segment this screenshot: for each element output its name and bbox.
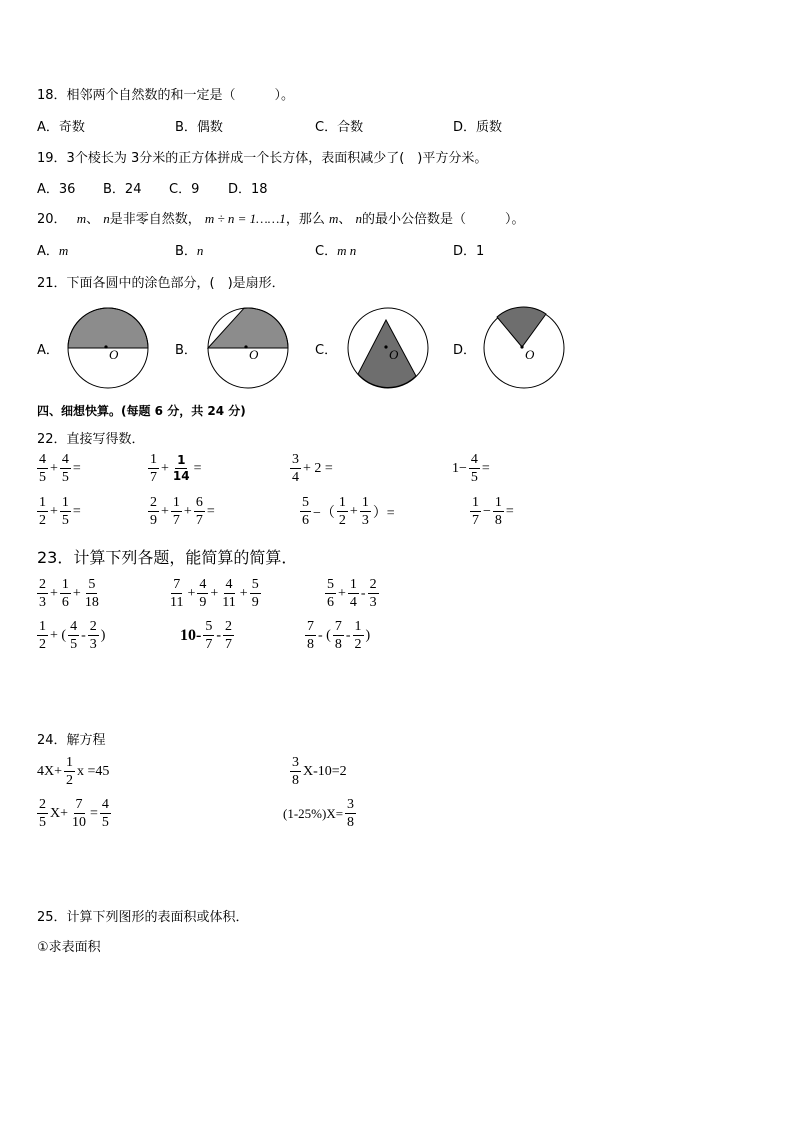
fraction [60,452,71,486]
text-q23-e1-3: 6 [61,595,69,611]
text-q23-plus: + [50,585,58,601]
fraction [333,619,344,653]
text-q22-row1-b-n1: 1 [148,452,159,469]
text-q23-e5-3: 7 [225,637,232,653]
text-q23-minus: - [360,585,366,601]
fraction [300,495,311,529]
q21-center-d: O [525,347,535,362]
text-q24-eq3-d2: 10 [72,815,87,831]
text-q23-e6-3: 8 [334,637,342,653]
text-q24-eq2-tail: X-10=2 [303,763,347,779]
q20-text3: 的最小公倍数是（ ）。 [362,212,525,227]
fraction [345,797,356,831]
text-q22-row2-a-n2: 1 [60,495,71,512]
text-q22-row2-c-d1: 6 [302,513,309,529]
q23-e3 [325,577,379,611]
text-q22-row1-a-n1: 4 [37,452,48,469]
q20-option-a-label: A． [37,244,59,259]
q19-option-b: B．24 [103,182,142,197]
fraction [194,495,205,529]
q20-sep: 、 [86,212,100,227]
text-q22-op-eq: = [193,460,202,476]
text-q23-e4-3: 5 [70,637,78,653]
q24-eq1 [37,755,109,789]
q21-label-b: B． [175,343,197,358]
q21-circle-d [482,306,566,390]
q22-r2-d [470,495,514,529]
text-q22-row1-d-n1: 4 [469,452,480,469]
fraction [223,619,234,653]
fraction [60,577,71,611]
text-q23-e2-7: 9 [251,595,259,611]
text-q22-row2-c-n3: 1 [360,495,371,512]
text-q22-row2-c-tail: ）= [372,505,395,521]
text-q23-e4-0: 1 [37,619,48,636]
section-4-title: 四、细想快算。(每题 6 分，共 24 分) [37,404,246,418]
q21-stem: 21．下面各圆中的涂色部分，( )是扇形． [37,276,285,291]
text-q22-op-plus: + [161,460,169,476]
fraction [368,577,379,611]
q23-e2 [168,577,261,611]
text-q24-eq2-n: 3 [290,755,301,772]
text-q24-eq3-mid: X+ [50,805,69,821]
text-q22-op-eq: = [481,460,490,476]
q24-eq4 [283,797,356,831]
q21-circle-a [66,306,150,390]
fraction [148,452,159,486]
fraction [88,619,99,653]
q20-var-n2: n [355,211,363,226]
text-q23-e3-0: 5 [325,577,336,594]
text-q23-e3-3: 4 [349,595,357,611]
q22-r2-b [148,495,215,529]
text-q22-row1-a-d2: 5 [61,470,69,486]
q22-r1-a [37,452,81,486]
text-q23-e4-5: 3 [89,637,97,653]
text-q23-e2-3: 9 [199,595,207,611]
text-q22-row2-b-d3: 7 [195,513,203,529]
text-q22-op-plus: + [50,503,58,519]
text-q22-row1-b-d2: 14 [172,469,190,484]
text-q23-minus: - [216,627,221,643]
fraction [37,619,48,653]
fraction [83,577,101,611]
fraction [37,797,48,831]
text-q22-row1-c-d1: 4 [292,470,299,486]
q18-option-c: C．合数 [315,120,364,135]
fraction [168,577,185,611]
text-q24-eq4-d: 8 [347,815,355,831]
q24-stem: 24．解方程 [37,733,106,748]
text-q23-plus: + [239,585,248,601]
q21-center-a: O [109,347,119,362]
text-q22-row2-a-d2: 5 [61,513,69,529]
text-q23-e5-1: 7 [205,637,213,653]
fraction [203,619,214,653]
q22-stem: 22．直接写得数． [37,432,145,447]
q22-r1-d [452,452,490,486]
text-q24-eq1-n: 1 [64,755,75,772]
fraction [171,454,192,483]
q21-label-d: D． [453,343,477,358]
text-q22-row2-b-d1: 9 [150,513,157,529]
text-q23-rpar: ) [100,627,106,643]
fraction [337,495,348,529]
q20-option-c [315,240,356,259]
q21-label-c: C． [315,343,338,358]
fraction [290,452,301,486]
text-q24-eq4-n: 3 [345,797,356,814]
text-q24-eq4-head: (1-25%)X= [283,805,344,821]
q21-circle-c [346,306,430,390]
text-q22-row2-b-n3: 6 [194,495,205,512]
text-q22-row1-d-head: 1− [452,460,467,476]
q21-circle-b [206,306,290,390]
q22-r1-c [290,452,333,486]
text-q22-row2-d-n1: 1 [470,495,481,512]
q22-r1-b [148,452,202,486]
text-q23-rpar: ) [365,627,371,643]
q20-option-a-var: m [58,243,69,258]
text-q22-row2-c-d2: 2 [338,513,346,529]
fraction [360,495,371,529]
text-q23-e3-1: 6 [327,595,334,611]
text-q23-e1-2: 1 [60,577,71,594]
text-q23-plus-lpar: + ( [50,627,67,643]
fraction [100,797,111,831]
fraction [290,755,301,789]
text-q24-eq1-d: 2 [66,773,74,789]
text-q23-e1-1: 3 [39,595,46,611]
q25-sub1: ①求表面积 [37,940,101,955]
text-q23-e5-2: 2 [223,619,234,636]
text-q23-e2-4: 4 [224,577,235,594]
text-q24-eq3-d3: 5 [101,815,109,831]
text-q24-eq3-d1: 5 [39,815,46,831]
text-q22-row2-b-n1: 2 [148,495,159,512]
q20-option-b-var: n [196,243,204,258]
fraction [171,495,182,529]
text-q23-e4-2: 4 [68,619,79,636]
q19-option-d: D．18 [228,182,268,197]
text-q22-op-eq: = [505,503,514,519]
fraction [197,577,208,611]
q20-text2: ，那么 [285,212,325,227]
text-q22-row2-a-n1: 1 [37,495,48,512]
q24-eq3 [37,797,111,831]
q20-var-m2: m [328,211,339,226]
text-q23-e3-2: 1 [348,577,359,594]
q21-label-a: A． [37,343,59,358]
q19-stem: 19．3个棱长为 3分米的正方体拼成一个长方体，表面积减少了( )平方分米。 [37,151,488,166]
q19-option-c: C．9 [169,182,200,197]
text-q23-e3-5: 3 [369,595,377,611]
q18-option-a: A．奇数 [37,120,85,135]
text-q22-op-eq: = [206,503,215,519]
fraction [60,495,71,529]
text-q23-e6-5: 2 [354,637,362,653]
text-q23-e2-5: 11 [222,595,236,611]
text-q23-e5-head: 10- [180,626,202,644]
text-q22-op-plus: + [161,503,169,519]
q20-option-d: D．1 [453,244,485,259]
q21-center-b: O [249,347,259,362]
fraction [37,495,48,529]
text-q22-row1-a-d1: 5 [39,470,46,486]
fraction [353,619,364,653]
text-q23-e2-6: 5 [250,577,261,594]
fraction [348,577,359,611]
text-q23-plus: + [338,585,346,601]
fraction [64,755,75,789]
q20-stem [37,208,525,227]
text-q22-row1-c-tail: + 2 = [303,460,333,476]
q22-r2-c [300,495,395,529]
text-q23-minus-lpar: - ( [318,627,331,643]
q19-option-a: A．36 [37,182,76,197]
text-q23-plus: + [187,585,196,601]
fraction [470,495,481,529]
q20-option-c-var: m n [337,243,357,258]
fraction [148,495,159,529]
q23-e6 [305,619,370,653]
text-q23-e1-5: 18 [84,595,99,611]
q18-option-d: D．质数 [453,120,503,135]
fraction [220,577,237,611]
text-q24-eq1-tail: x =45 [77,763,110,779]
q20-text1: 是非零自然数， [109,212,201,227]
text-q23-e6-1: 8 [307,637,314,653]
q25-stem: 25．计算下列图形的表面积或体积． [37,910,249,925]
q20-equation: m ÷ n = 1……1 [204,211,286,226]
fraction [37,452,48,486]
text-q22-row2-a-d1: 2 [39,513,46,529]
text-q24-eq3-n2: 7 [74,797,85,814]
fraction [70,797,88,831]
text-q22-row1-c-n1: 3 [290,452,301,469]
q20-prefix: 20． [37,212,67,227]
text-q23-e4-4: 2 [88,619,99,636]
text-q22-op-eq: = [72,460,81,476]
q20-sep2: 、 [338,212,352,227]
text-q22-row2-c-n2: 1 [337,495,348,512]
text-q23-plus: + [210,585,219,601]
text-q24-eq3-eq: = [90,805,98,821]
q20-var-n: n [103,211,110,226]
text-q24-eq1-head: 4X+ [37,763,63,779]
q20-var-m: m [76,211,87,226]
q18-option-b: B．偶数 [175,120,223,135]
text-q22-row1-b-d1: 7 [150,470,157,486]
text-q22-row2-c-n1: 5 [300,495,311,512]
q20-option-a [37,240,68,259]
text-q22-row2-c-mid: −（ [313,505,335,521]
text-q22-row2-d-d1: 7 [472,513,479,529]
text-q23-e6-2: 7 [333,619,344,636]
text-q22-row2-c-d3: 3 [361,513,369,529]
text-q23-minus: - [345,627,351,643]
q21-center-c: O [389,347,399,362]
text-q23-plus: + [72,585,81,601]
text-q22-row2-b-n2: 1 [171,495,182,512]
fraction [305,619,316,653]
text-q23-e1-0: 2 [37,577,48,594]
text-q23-e2-0: 7 [171,577,182,594]
text-q22-row2-d-d2: 8 [494,513,502,529]
text-q23-e6-4: 1 [353,619,364,636]
q24-eq2 [290,755,347,789]
text-q22-row2-b-d2: 7 [172,513,180,529]
text-q22-op-plus: + [349,503,358,519]
text-q23-e5-0: 5 [203,619,214,636]
fraction [469,452,480,486]
text-q23-e6-0: 7 [305,619,316,636]
text-q22-op-eq: = [72,503,81,519]
text-q23-e1-4: 5 [86,577,97,594]
q20-option-b [175,240,203,259]
text-q22-op-plus: + [50,460,58,476]
q18-stem: 18．相邻两个自然数的和一定是（ ）。 [37,88,295,103]
text-q22-row1-b-n2: 1 [175,454,187,469]
text-q23-e3-4: 2 [368,577,379,594]
q20-option-c-label: C． [315,244,338,259]
text-q22-op-plus: + [183,503,192,519]
q23-stem: 23．计算下列各题，能简算的简算． [37,548,298,567]
q23-e4 [37,619,105,653]
text-q24-eq3-n1: 2 [37,797,48,814]
fraction [250,577,261,611]
text-q24-eq2-d: 8 [292,773,299,789]
q23-e5 [180,619,234,653]
q23-e1 [37,577,101,611]
text-q22-row2-d-n2: 1 [493,495,504,512]
fraction [493,495,504,529]
fraction [68,619,79,653]
fraction [325,577,336,611]
fraction [37,577,48,611]
text-q23-e2-1: 11 [170,595,184,611]
text-q22-op-minus: − [483,503,491,519]
text-q23-e2-2: 4 [197,577,208,594]
text-q24-eq3-n3: 4 [100,797,111,814]
q20-option-b-label: B． [175,244,197,259]
q22-r2-a [37,495,81,529]
text-q23-minus: - [81,627,86,643]
text-q22-row1-a-n2: 4 [60,452,71,469]
text-q22-row1-d-d1: 5 [470,470,478,486]
text-q23-e4-1: 2 [39,637,46,653]
